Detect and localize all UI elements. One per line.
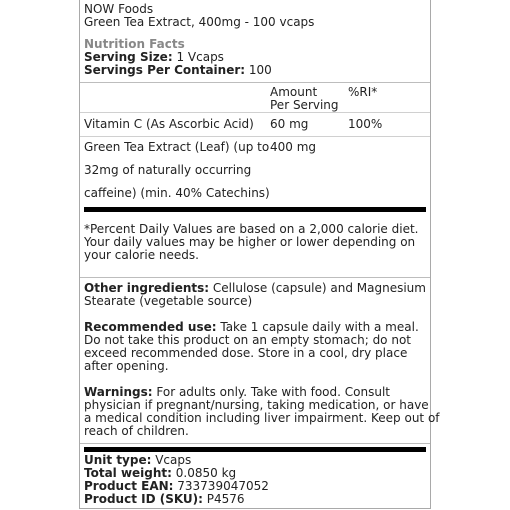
section-divider bbox=[80, 82, 430, 83]
row-name-line2: 32mg of naturally occurring bbox=[84, 163, 252, 177]
footnote-line1: *Percent Daily Values are based on a 2,000 calorie diet. bbox=[84, 222, 419, 236]
row-name-line1: Green Tea Extract (Leaf) (up to bbox=[84, 140, 270, 154]
section-divider bbox=[80, 443, 430, 444]
row-amount: 400 mg bbox=[270, 140, 317, 154]
recommended-use bbox=[84, 321, 426, 373]
brand-name: NOW Foods bbox=[84, 2, 154, 16]
thick-divider bbox=[80, 207, 430, 212]
header-amount bbox=[270, 86, 339, 112]
recommended-use-text: Take 1 capsule daily with a meal. bbox=[216, 320, 419, 334]
product-ean-value: 733739047052 bbox=[173, 479, 269, 493]
facts-title: Nutrition Facts bbox=[84, 37, 185, 51]
recommended-use-label: Recommended use: bbox=[84, 320, 217, 334]
row-name: Vitamin C (As Ascorbic Acid) bbox=[84, 117, 254, 131]
serving-size-label: Serving Size: bbox=[84, 50, 173, 64]
product-sku-label: Product ID (SKU): bbox=[84, 492, 203, 506]
servings-per-container bbox=[84, 64, 426, 77]
warnings-text4: reach of children. bbox=[84, 424, 189, 438]
recommended-use-text3: exceed recommended dose. Store in a cool, dry place bbox=[84, 346, 408, 360]
row-name-line3: caffeine) (min. 40% Catechins) bbox=[84, 186, 270, 200]
other-ingredients-text: Cellulose (capsule) and Magnesium bbox=[209, 281, 426, 295]
serving-size-value: 1 Vcaps bbox=[176, 50, 224, 64]
total-weight-value: 0.0850 kg bbox=[171, 466, 237, 480]
warnings-text: For adults only. Take with food. Consult bbox=[152, 385, 390, 399]
total-weight-label: Total weight: bbox=[84, 466, 172, 480]
product-name: Green Tea Extract, 400mg - 100 vcaps bbox=[84, 15, 315, 29]
header-amount-line2: Per Serving bbox=[270, 98, 339, 112]
row-ri: 100% bbox=[348, 117, 383, 131]
footnote bbox=[80, 223, 430, 262]
warnings-label: Warnings: bbox=[84, 385, 153, 399]
thick-divider bbox=[80, 447, 430, 452]
product-sku bbox=[84, 493, 426, 506]
warnings-text3: a medical condition including liver impairment. Keep out of bbox=[84, 411, 440, 425]
product-ean-label: Product EAN: bbox=[84, 479, 174, 493]
servings-value: 100 bbox=[248, 63, 272, 77]
footnote-line2: Your daily values may be higher or lower depending on bbox=[84, 235, 416, 249]
facts-summary bbox=[80, 38, 430, 77]
header-amount-line1: Amount bbox=[270, 85, 318, 99]
servings-label: Servings Per Container: bbox=[84, 63, 246, 77]
unit-details bbox=[80, 454, 430, 506]
row-divider bbox=[80, 112, 430, 113]
other-ingredients bbox=[84, 282, 426, 308]
header-ri: %RI* bbox=[348, 85, 378, 99]
recommended-use-text2: Do not take this product on an empty stomach; do not bbox=[84, 333, 411, 347]
other-ingredients-label: Other ingredients: bbox=[84, 281, 210, 295]
other-ingredients-text2: Stearate (vegetable source) bbox=[84, 294, 253, 308]
product-header bbox=[80, 3, 430, 29]
nutrition-panel bbox=[79, 0, 440, 509]
footnote-line3: your calorie needs. bbox=[84, 248, 199, 262]
ingredients-section bbox=[80, 281, 440, 451]
section-divider bbox=[80, 277, 430, 278]
warnings bbox=[84, 385, 440, 438]
row-amount: 60 mg bbox=[270, 117, 309, 131]
product-sku-value: P4576 bbox=[202, 492, 245, 506]
warnings-text2: physician if pregnant/nursing, taking medication, or have bbox=[84, 398, 429, 412]
row-divider bbox=[80, 136, 430, 137]
unit-type-value: Vcaps bbox=[151, 453, 192, 467]
unit-type-label: Unit type: bbox=[84, 453, 152, 467]
recommended-use-text4: after opening. bbox=[84, 359, 169, 373]
